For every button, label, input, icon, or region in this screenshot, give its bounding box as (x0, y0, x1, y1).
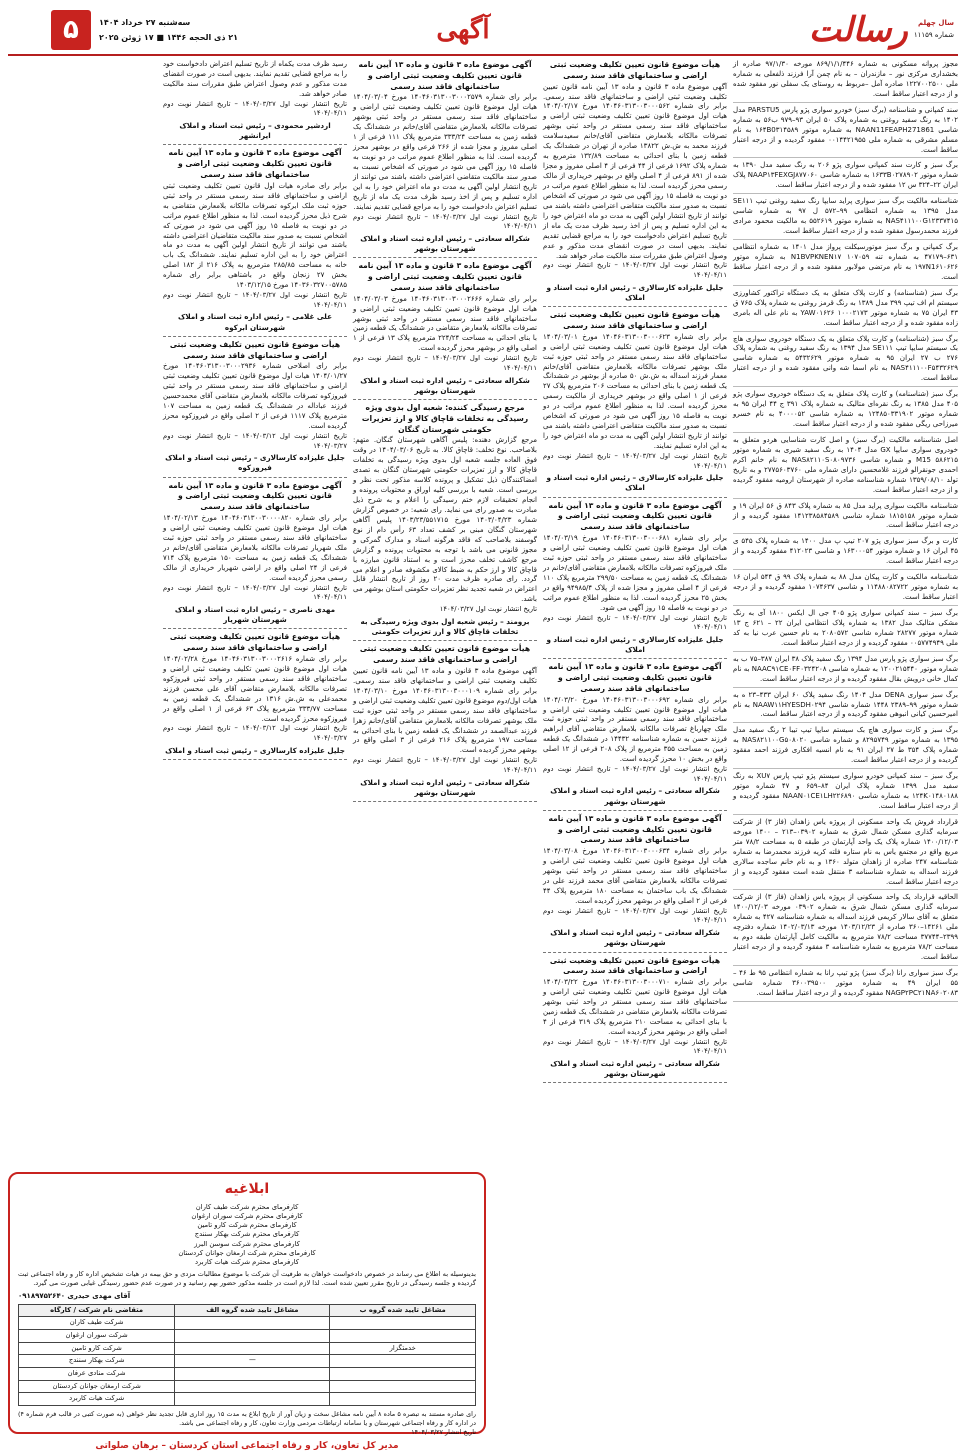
table-row (19, 1317, 476, 1330)
notice-title: هیأت موضوع قانون تعیین تکلیف وضعیت ثبتی اراضی و ساختمانهای فاقد سند رسمی (549, 60, 721, 80)
recipient: کارفرمای محترم شرکت طیف کاران (195, 1202, 299, 1211)
table-header-cell: متقاضی نام شرکت / کارگاه (19, 1304, 175, 1317)
notice-title: مرجع رسیدگی کننده: شعبه اول بدوی ویژه رسیدگی به تخلفات قاچاق کالا و ارز تعزیرات حکومتی شهرستان گنگان (361, 403, 529, 434)
table-cell: شرکت منادی عرفان (19, 1367, 175, 1380)
table-cell (330, 1367, 476, 1380)
notice-dates: تاریخ انتشار نوبت اول ۱۴۰۴/۰۳/۲۷ – تاریخ انتشار نوبت دوم ۱۴۰۴/۰۴/۱۱ (543, 765, 727, 783)
table-cell (330, 1317, 476, 1330)
page-header (8, 6, 958, 56)
page-number: ۵ (51, 10, 91, 50)
notice (163, 340, 347, 478)
column-lost-documents (733, 60, 958, 1436)
notice-body: برابر رای شماره ۱۴۰۴۶۰۳۱۳۰۰۳۰۰۰۲۶۱۶ مورخ ۱۴۰۴/۰۲/۲۸ هیات اول موضوع قانون تعیین تکلیف وضعیت ثبتی اراضی و ساختمانهای فاقد سند رسمی مستقر در واحد ثبتی فیروزکوه تصرفات مالکانه بلامعارض متقاضی آقای علی محسن فرزند محمدعلی به ش.ش ۱۳۱۶ در ششدانگ یک قطعه زمین به مساحت ۳۳۳/۷۷ مترمربع پلاک ۶۳ فرعی از ۱ اصلی واقع در فیروزکوه محرز گردیده است. (163, 654, 348, 723)
notice-title: آگهی موضوع ماده ۳ قانون و ماده ۱۳ آیین نامه قانون تعیین تکلیف وضعیت ثبتی اراضی و ساختمانهای فاقد سند رسمی (548, 500, 722, 532)
notice (543, 501, 727, 660)
table-cell (175, 1367, 330, 1380)
dates (99, 17, 238, 43)
notice-signature: جلیل علیزاده کارسالاری – رئیس ثبت اسناد و املاک فیروزکوه (165, 453, 345, 473)
table-cell: شرکت ارمغان جوانان کردستان (19, 1380, 175, 1393)
notice-signature: جلیل علیزاده کارسالاری – رئیس اداره ثبت اسناد و املاک (546, 282, 724, 302)
notice-body: برابر رای شماره ۱۴۰۴۶۰۳۱۳۰۰۳۰۰۰۲۵۷۹ مورخ ۱۴۰۴/۰۳/۰۴ هیات اول موضوع قانون تعیین تکلیف وضعیت ثبتی اراضی و ساختمانهای فاقد سند رسمی مستقر در واحد ثبتی بوشهر تصرفات مالکانه بلامعارض متقاضی آقای/خانم در ششدانگ یک قطعه زمین به مساحت ۳۳۳/۲۴ مترمربع پلاک ۱۱۱ فرعی از ۱ اصلی مفروز و مجزا شده از ۲۶۶ فرعی واقع در بوشهر محرز گردیده است. لذا به منظور اطلاع عموم مراتب در دو نوبت به فاصله ۱۵ روز آگهی می شود در صورتی که اشخاص نسبت به صدور سند مالکیت متقاضی اعتراضی داشته باشند می توانند از تاریخ انتشار اولین آگهی به مدت دو ماه اعتراض خود را به این اداره تسلیم و پس از اخذ رسید ظرف مدت یک ماه از تاریخ تسلیم اعتراض دادخواست خود را به مراجع قضایی تقدیم نمایند. (353, 93, 538, 211)
notice-title: هیأت موضوع قانون تعیین تکلیف وضعیت ثبتی اراضی و ساختمانهای فاقد سند رسمی (359, 644, 531, 665)
notice-signature: جلیل علیزاده کارسالاری – رئیس ثبت اسناد و املاک (165, 745, 345, 755)
lost-item: شناسنامه مالکیت سواری پراید مدل ۸۵ به شماره پلاک ۸۴۳ ق ۵۶ ایران ۱۹ و شماره موتور ۱۸۱۵۱۵۸ شماره شاسی ۱۴۱۲۳۸۵۸۴۵۸۹ مفقود گردیده و از درجه اعتبار ساقط است. (733, 502, 958, 535)
issue-meta (914, 19, 954, 41)
ablagh-footer: رای صادره مستند به تبصره ۵ ماده ۸ آیین نامه مشاغل سخت و زیان آور از تاریخ ابلاغ به مدت ۱۵ روز اداری قابل تجدید نظر خواهی (به صورت کتبی در قالب فرم شماره ۴) در اداره کار و رفاه اجتماعی شهرستان و یا سامانه ارتباطات مردمی وزارت تعاون، کار و رفاه اجتماعی می باشد. (18, 1409, 476, 1427)
notice (163, 481, 347, 630)
notice-dates: تاریخ انتشار نوبت اول ۱۴۰۴/۰۳/۲۷ – تاریخ انتشار نوبت دوم ۱۴۰۴/۰۴/۱۱ (543, 451, 727, 470)
recipient: کارفرمای محترم شرکت کارو تامین (197, 1221, 297, 1230)
table-cell (330, 1380, 476, 1393)
lost-item: برگ سبز سواری پژو پارس مدل ۱۳۹۴ رنگ سفید پلاک ۳۸ ایران ۳۸۷–۷۵ ب به شماره موتور ۱۲۰۰۲۱۵۴۴۰ به شماره شاسی NAAC۹۱CE۰FF۰۳۲۴۲۰۸ به نام کمال خانی درویش بقال مفقود گردیده و از درجه اعتبار ساقط است. (733, 655, 958, 688)
notice (543, 662, 727, 811)
table-cell (175, 1393, 330, 1406)
table-cell: شرکت سوران ارغوان (19, 1330, 175, 1343)
notice (163, 148, 347, 336)
lost-item: برگ سبز سواری رانا (برگ سبز) پژو تیپ رانا به شماره انتظامی ۹۵ ط ۴۶ – ۵۵ ایران ۴۹ به شماره موتور ۳۶۰۰۳۹۵۰۰ شماره شاسی NAGP۲PC۲۱NA۶۰۲۰۸۳ مفقود گردیده و از درجه اعتبار ساقط است. (733, 969, 958, 1002)
lost-item: برگ سبز و کارت سند کمپانی سواری پژو ۲۰۶ به رنگ سفید مدل ۱۳۹۰ به شماره موتور ۱۶۳۳B۰۲۷۸۹۰۲ به شماره شاسی NAAP۱۳FEXGJ۸۷۷۰۶۰ پلاک ایران ۲۲–۳۲۴ س ۱۲ مفقود شده و از درجه اعتبار ساقط است. (733, 161, 958, 194)
notice-dates: تاریخ انتشار نوبت اول ۱۴۰۴/۰۳/۲۷ – تاریخ انتشار نوبت دوم ۱۴۰۴/۰۴/۱۱ (353, 212, 537, 231)
notice-body: برابر رای شماره ۱۴۰۴۶۰۳۱۳۰۰۳۰۰۰۷۱۰ مورخ ۱۴۰۴/۰۳/۲۲ هیات اول موضوع قانون تعیین تکلیف وضعیت ثبتی اراضی و ساختمانهای فاقد سند رسمی مستقر در واحد ثبتی بوشهر تصرفات مالکانه بلامعارض متقاضی در ششدانگ یک قطعه زمین با بنای احداثی به مساحت ۲۱۰ مترمربع پلاک ۳۱۹ فرعی از ۴ اصلی واقع در بوشهر محرز گردیده است. (543, 978, 728, 1036)
notice-signature: مهدی ناصری – رئیس اداره ثبت اسناد و املاک شهرستان شهریار (174, 604, 336, 625)
notice-dates: تاریخ انتشار نوبت اول ۱۴۰۴/۰۳/۲۷ – تاریخ انتشار نوبت دوم ۱۴۰۴/۰۴/۱۱ (353, 756, 537, 774)
section-title: آگهی (436, 14, 490, 45)
notice (543, 814, 727, 953)
notice-body: برابر رای شماره ۱۴۰۴۶۰۳۱۳۰۰۳۰۰۰۶۳۴ مورخ ۱۴۰۴/۰۳/۰۸ هیات اول موضوع قانون تعیین تکلیف وضعیت ثبتی اراضی و ساختمانهای فاقد سند رسمی مستقر در واحد ثبتی بوشهر تصرفات مالکانه بلامعارض متقاضی آقای محمد فرزند علی در ششدانگ یک باب ساختمان به مساحت ۱۸۰ مترمربع پلاک ۴۴ فرعی از ۲ اصلی واقع در بوشهر محرز گردیده است. (543, 847, 728, 905)
ablagh-phone: آقای مهدی حیدری ۰۹۱۸۹۷۵۲۶۴۰ (18, 1291, 131, 1300)
notice (353, 403, 537, 641)
notice-body: برابر رای شماره ۱۴۰۴۶۰۳۱۳۰۰۳۰۰۰۲۶۶۶ مورخ ۱۴۰۴/۰۳/۰۳ هیات اول موضوع قانون تعیین تکلیف وضعیت ثبتی اراضی و ساختمانهای فاقد سند رسمی مستقر در واحد ثبتی بوشهر تصرفات مالکانه بلامعارض متقاضی در ششدانگ یک قطعه زمین با بنای احداثی به مساحت ۲۲۴/۲۴ مترمربع پلاک ۱۳ فرعی از ۱ اصلی واقع در بوشهر محرز گردیده است. (353, 294, 538, 353)
lost-item: برگ سبز (شناسنامه) و کارت پلاک متعلق به یک دستگاه خودروی سواری هاچ بک سیستم سایپا تیپ SE۱۱۱ مدل ۱۳۹۴ به رنگ سفید روغنی به شماره پلاک ۲۷۶ ب ۲۷ ایران ۹۵ به شماره موتور ۵۴۳۲۶۲۹ به شماره شاسی NAS۴۱۱۱۰۰F۵۴۳۲۶۲۹ به نام اسما شه وانی مفقود شده و از درجه اعتبار ساقط است. (733, 335, 958, 388)
table-cell (330, 1330, 476, 1343)
table-row (19, 1355, 476, 1368)
notice-signature: شکراله سعادتی – رئیس اداره ثبت اسناد و املاک شهرستان بوشهر (550, 786, 720, 806)
notice-signature: جلیل علیزاده کارسالاری – رئیس اداره ثبت اسناد و املاک (546, 634, 724, 655)
notice-title: آگهی موضوع ماده ۳ قانون و ماده ۱۳ آیین نامه قانون تعیین تکلیف وضعیت ثبتی اراضی و ساختمانهای فاقد سند رسمی (168, 480, 342, 512)
table-cell (175, 1342, 330, 1355)
table-cell: خدمتگزار (330, 1342, 476, 1355)
newspaper-logo: رسالت (808, 10, 908, 50)
ablagh-dates: تاریخ انتشار ۱۴۰۴/۰۳/۲۷ (411, 1428, 476, 1437)
table-cell (175, 1317, 330, 1330)
ablagh-title: ابلاغیه (224, 1181, 270, 1197)
table-row (19, 1342, 476, 1355)
notice-body: برابر رای اصلاحی شماره ۱۴۰۴۶۰۳۱۳۰۰۳۰۰۰۲۹۳۶ مورخ ۱۴۰۴/۰۱/۲۷ هیات اول موضوع قانون تعیین تکلیف وضعیت ثبتی اراضی و ساختمانهای فاقد سند رسمی مستقر در واحد ثبتی فیروزکوه تصرفات مالکانه بلامعارض متقاضی آقای محمدحسین فرزند عباداله در ششدانگ یک قطعه زمین به مساحت ۱۰۷ مترمربع پلاک ۱۱۱۷ فرعی از ۲ اصلی واقع در فیروزکوه محرز گردیده است. (163, 362, 347, 431)
lost-item: برگ کمپانی و برگ سبز موتورسیکلت پرواز مدل ۱۴۰۱ به شماره انتظامی ۶۳۱–۴۷۱۷۹ به شماره تنه ۱۰۷۰۵۹ N1BVPKNEN۱۷ به شماره موتور ۱۹۷N1۶۱۰۶۲۶ به نام مرتضی مولابور مفقود شده و از درجه اعتبار ساقط است. (733, 243, 958, 286)
header-center (238, 6, 688, 54)
notice-dates: تاریخ انتشار نوبت اول ۱۴۰۴/۰۳/۲۷ (439, 605, 537, 614)
lost-item: کارت و برگ سبز سواری پژو ۲۰۷ تیپ پ مدل ۱۴۰۰ به شماره پلاک ۵۴۵ ی ۴۵ ایران ۱۶ و شماره موتور ۱۶۳۰۰۰۵۴ و شاسی ۴۱۲۰۲۳ مفقود گردیده و از درجه اعتبار ساقط است. (733, 537, 958, 570)
lost-item: قرارداد فروش یک واحد مسکونی از پروژه یاس زاهدان (فاز ۳) از شرکت سرمایه گذاری مسکن شمال شرق به شماره ۰۳۹۰۲–۲۱۳ – ۱۴۰۰ مورخه ۱۴۰۰/۱۲/۰۳ شماره پلاک یک واحد آپارتمان در طبقه ۵ به مساحت ۷۸/۲ متر مربع واقع در مجتمع یاس به نام ستاره فلته کریه فرزند محمدرضا به شماره شناسنامه ۲۴۷ صادره از زاهدان متولد ۱۳۶۰ و به نام خانم ساجده سالاری فرزند اسداله به شماره شناسنامه ۳ منتقل شده است مفقود گردیده و از درجه اعتبار ساقط است. (733, 818, 958, 891)
table-header-cell: مشاغل تایید شده گروه ب (330, 1304, 476, 1317)
recipient: کارفرمای محترم شرکت هیات کاربرد (194, 1257, 300, 1266)
table-body (19, 1317, 476, 1405)
notice-dates: تاریخ انتشار نوبت اول ۱۴۰۴/۰۳/۲۷ – تاریخ انتشار نوبت دوم ۱۴۰۴/۰۴/۱۱ (543, 1037, 727, 1056)
recipient: کارفرمای محترم شرکت سوسن البرز (194, 1239, 300, 1248)
lost-item: برگ سبز – سند کمپانی سواری پژو ۴۰۵ جی ال ایکس ۱۸۰۰ آی به رنگ مشکی متالیک مدل ۱۳۸۲ به شماره پلاک انتظامی ایران ۲۲ – ۶۲۱ ج ۱۳ شماره موتور ۲۸۲۷۷ شماره شاسی ۲۰۸۰۵۷۲ به نام حسین عرب نیا به کد ملی ۰۰۵۷۷۴۹۴۹ مفقود گردیده و از درجه اعتبار ساقط است. (733, 609, 958, 652)
lost-item: برگ سبز (شناسنامه) و کارت پلاک متعلق به یک دستگاه خودروی سواری پژو ۴۰۵ مدل ۱۳۸۵ به رنگ نقره‌ای متالیک به شماره پلاک ۳۹۱ ج ۴۴ ایران ۹۵ به شماره موتور ۱۲۴۸۵۰۳۳۱۹۰۲ به شماره شاسی ۴۰۰۰۰۵۲ به نام خسرو میرزاحی ریگی مفقود شده و از درجه اعتبار ساقط است. (733, 390, 958, 433)
notice-body: مرجع گزارش دهنده: پلیس آگاهی شهرستان گنگان. متهم: بلاصاحب. نوع تخلف: قاچاق کالا. به تاریخ ۱۴۰۴/۰۳/۰۶ در وقت فوق العاده جلسه شعبه اول بدوی ویژه رسیدگی به تخلفات قاچاق کالا و ارز تعزیرات حکومتی شهرستان گنگان به تصدی امضاکنندگان ذیل تشکیل و پرونده کلاسه مذکور تحت نظر و بررسی است. شعبه با بررسی کلیه اوراق و محتویات پرونده و انجام تحقیقات لازم ختم رسیدگی را اعلام و به شرح ذیل مبادرت به صدور رای می نماید. رای شعبه: در خصوص گزارش شماره ۱۴۰۳/۰۴/۲۳ مورخ ۱۴۰۳/۲۳/۵۵۱۷۱۵ پلیس آگاهی شهرستان گنگان مبنی بر کشف تعداد ۶۳ رأس دام از نوع گوسفند بلاصاحب که فاقد هرگونه اسناد و مدارک گمرکی و مجوز قانونی می باشد با توجه به محتویات پرونده و گزارش مرجع کاشف تخلف محرز است و به استناد قانون مبارزه با قاچاق کالا و ارز حکم به ضبط کالای مکشوفه صادر و اعلام می گردد. رای صادره ظرف مدت ۲۰ روز از تاریخ انتشار قابل اعتراض در شعبه تجدید نظر تعزیرات حکومتی استان بوشهر می باشد. (353, 436, 538, 604)
notice (353, 644, 537, 802)
notice-signature: جلیل علیزاده کارسالاری – رئیس اداره ثبت اسناد و املاک (546, 473, 724, 493)
table-cell (175, 1330, 330, 1343)
lost-item: برگ سبز – سند کمپانی خودرو سواری سیستم پژو تیپ پارس XU۷ به رنگ سفید مدل ۱۳۹۹ شماره پلاک ایران ۸۴–۶۵۹ و ۴۷ شماره موتور ۱۲۴K۰۱۴۸۰۱۸۸ به شماره شاسی NAAN۰۱CE۱LH۲۲۶۸۹۰ مفقود گردیده و از درجه اعتبار ساقط است. (733, 772, 958, 815)
issue-label: شماره ۱۱۱۵۹ (913, 31, 954, 39)
table-header-row (19, 1304, 476, 1317)
notice-signature: شکراله سعادتی – رئیس اداره ثبت اسناد و املاک شهرستان بوشهر (360, 375, 530, 395)
notice-title: آگهی موضوع ماده ۳ قانون و ماده ۱۳ آیین نامه قانون تعیین تکلیف وضعیت ثبتی اراضی و ساختمانهای فاقد سند رسمی (548, 662, 722, 693)
notice-signature: شکراله سعادتی – رئیس اداره ثبت اسناد و املاک شهرستان بوشهر (550, 928, 720, 948)
notice-dates: تاریخ انتشار نوبت اول ۱۴۰۴/۰۳/۲۷ – تاریخ انتشار نوبت دوم ۱۴۰۴/۰۴/۱۱ (543, 261, 727, 280)
notice-body: آگهی موضوع ماده ۳ قانون و ماده ۱۳ آیین نامه قانون تعیین تکلیف وضعیت ثبتی اراضی و ساختمانهای فاقد سند رسمی. برابر رای شماره ۱۴۰۴۶۰۳۱۳۰۰۳۰۰۰۱۰۹ مورخ ۱۴۰۴/۰۳/۱۰ هیات اول/دوم موضوع قانون تعیین تکلیف وضعیت ثبتی اراضی و ساختمانهای فاقد سند رسمی مستقر در واحد ثبتی حوزه ثبت ملک بوشهر تصرفات مالکانه بلامعارض متقاضی آقای/خانم زهرا فرزند عبدالصمد در ششدانگ یک قطعه زمین با بنای احداثی به مساحت ۱۹۷ مترمربع پلاک ۲۱۶ فرعی از ۳ اصلی واقع در بوشهر محرز گردیده است. (353, 666, 538, 755)
notice-signature: شکراله سعادتی – رئیس اداره ثبت اسناد و املاک شهرستان بوشهر (360, 777, 530, 797)
notice-title: آگهی موضوع ماده ۳ قانون و ماده ۱۳ آیین نامه قانون تعیین تکلیف وضعیت ثبتی اراضی و ساختمانهای فاقد سند رسمی (358, 261, 532, 292)
table-cell: شرکت طیف کاران (19, 1317, 175, 1330)
notice-dates: تاریخ انتشار نوبت اول ۱۴۰۴/۰۳/۱۲ – تاریخ انتشار نوبت دوم ۱۴۰۴/۰۳/۲۷ (163, 724, 347, 743)
notice-body: برابر رای شماره ۱۴۰۴۶۰۳۱۳۰۰۳۰۰۰۶۲۳ مورخ ۱۴۰۴/۰۳/۰۱ هیات اول موضوع قانون تعیین تکلیف وضعیت ثبتی اراضی و ساختمانهای فاقد سند رسمی مستقر در واحد ثبتی حوزه ثبت ملک بوشهر تصرفات مالکانه بلامعارض متقاضی آقای/خانم معمار فرزند اسداله به ش.ش ۵۰ صادره از بوشهر در ششدانگ یک قطعه زمین با بنای احداثی به مساحت ۲۰۶ مترمربع پلاک ۲۷ فرعی از ۱ اصلی واقع در بوشهر خریداری از مالکیت رسمی محرز گردیده است. لذا به منظور اطلاع عموم مراتب در دو نوبت به فاصله ۱۵ روز آگهی می شود در صورتی که اشخاص نسبت به صدور سند مالکیت متقاضی اعتراضی داشته باشند می توانند از تاریخ انتشار اولین آگهی به مدت دو ماه اعتراض خود را به این اداره تسلیم نمایند. (543, 332, 728, 451)
notice-body: آگهی موضوع ماده ۳ قانون و ماده ۱۳ آیین نامه قانون تعیین تکلیف وضعیت ثبتی اراضی و ساختمانهای فاقد سند رسمی. برابر رای شماره ۱۴۰۴۶۰۳۱۳۰۰۳۰۰۰۵۶۲ مورخ ۱۴۰۴/۰۲/۱۷ هیات اول موضوع قانون تعیین تکلیف وضعیت ثبتی اراضی و ساختمانهای فاقد سند رسمی مستقر در واحد ثبتی بوشهر تصرفات مالکانه بلامعارض متقاضی آقای/خانم سعیدسلامت فرزند محمد به ش.ش ۱۳۸۲۲ صادره از تهران در ششدانگ یک قطعه زمین با بنای احداثی به مساحت ۱۳۲/۸۹ مترمربع به شماره پلاک ۱۶۹۲ فرعی از ۴۴ فرعی از ۴ اصلی مفروز و مجزا شده از ۸۹۱ فرعی از ۴ اصلی واقع در بوشهر خریداری از مالک رسمی محرز گردیده است. لذا به منظور اطلاع عموم مراتب در دو نوبت به فاصله ۱۵ روز آگهی می شود در صورتی که اشخاص نسبت به صدور سند مالکیت متقاضی اعتراضی داشته باشند می توانند از تاریخ انتشار اولین آگهی به مدت دو ماه اعتراض خود را به این اداره تسلیم و پس از اخذ رسید ظرف مدت یک ماه از تاریخ تسلیم اعتراض دادخواست خود را به مراجع قضایی تقدیم نمایند. بدیهی است در صورت انقضای مدت مذکور و عدم وصول اعتراض طبق مقررات سند مالکیت صادر خواهد شد. (543, 82, 728, 260)
ablagh-signature: مدیر کل تعاون، کار و رفاه اجتماعی استان کردستان – برهان صلواتی (95, 1441, 399, 1452)
notice-signature: علی غلامی – رئیس اداره ثبت اسناد و املاک شهرستان ابرکوه (177, 312, 333, 332)
table-cell: شرکت بهکار سنندج (19, 1355, 175, 1368)
lost-item: برگ سبز سواری DENA مدل ۱۴۰۴ رنگ سفید پلاک ۶۰ ایران ۴۳۳–۲۳ ه به شماره موتور ۹۹–۲۳۸۹ ۱۴۴۸ شماره شاسی NAAW۱۱HYESDH۰۲۹۴ به نام امیرحسین کیانی انبوهی مفقود گردیده و از درجه اعتبار ساقط است. (733, 691, 958, 724)
date-fa: سه‌شنبه ۲۷ خرداد ۱۴۰۴ (98, 18, 191, 28)
date-other: ۲۱ ذی الحجه ۱۴۴۶ ■ ۱۷ ژوئن ۲۰۲۵ (98, 32, 238, 42)
notice-signature: برومند – رئیس شعبه اول بدوی ویژه رسیدگی به تخلفات قاچاق کالا و ارز تعزیرات حکومتی (360, 616, 530, 637)
notice (163, 632, 347, 760)
table-cell (330, 1393, 476, 1406)
notice-dates: تاریخ انتشار نوبت اول ۱۴۰۴/۰۳/۲۷ – تاریخ انتشار نوبت دوم ۱۴۰۴/۰۴/۱۱ (163, 583, 347, 602)
notice-title: آگهی موضوع ماده ۳ قانون و ماده ۱۳ آیین نامه قانون تعیین تکلیف وضعیت ثبتی اراضی و ساختمانهای فاقد سند رسمی (358, 60, 532, 91)
year-label: سال چهلم (917, 19, 954, 28)
lost-item: برگ سبز و کارت سواری هاچ بک سیستم سایپا تیپ تیبا ۲ رنگ سفید مدل ۱۳۹۵ به شماره موتور ۸۲۹۵۷۴۹ و شماره شاسی NAS۸۲۱۱۰۰G۵۰۸۰۲۰ به شماره پلاک ۳۵۴ ط ۲۷ ایران ۹۱ به نام انسیه افکاری فرزند احمد مفقود گردیده و از درجه اعتبار ساقط است. (733, 726, 958, 769)
lost-item: الحاقیه قرارداد یک واحد مسکونی از پروژه یاس زاهدان (فاز ۳) از شرکت سرمایه گذاری مسکن شمال شرق به شماره ۰۳۹۰۲ مورخه ۱۴۰۰/۱۲/۰۳ متعلق به آقای سالار کریمی فرزند اسداله به شماره شناسنامه ۴۲۷ به شماره ملی ۱۴۲۶۱–۳۶۰ صادره از ۱۴۰۳/۱۲/۲۳ مورخه ۱۴۰۲/۰۳/۱۳ شماره دفترچه ۲۳۹۹–۳۷۷۴۴ مساحت ۷۸/۲ مترمربع به مالکیت کامل آپارتمان طبقه دوم به مساحت ۷۸/۲ مترمربع به شماره شناسنامه ۳ مفقود گردیده و از درجه اعتبار ساقط است. (733, 893, 958, 966)
lost-item: برگ سبز (شناسنامه) و کارت پلاک متعلق به یک دستگاه تراکتور کشاورزی سیستم ام اف تیپ ۳۹۹ مدل ۱۳۸۹ به رنگ قرمز روغنی به شماره پلاک ۷۶۵ ق ۴۳ ایران ۷۵ به شماره موتور ۱۰۰۰۲۱۷۳ YAW۰۱۶۲۶ به نام علی اله بامری زاده مفقود شده و از درجه اعتبار ساقط است. (733, 289, 958, 332)
lost-item: شناسنامه مالکیت و کارت پیکان مدل ۸۸ به شماره پلاک ۹۹ ق ۵۴۴ ایران ۱۶ به شماره موتور ۱۱۴۸۸۰۸۲۷۲۲ و شاسی ۱۰۷۴۶۳۷ مفقود گردیده و از درجه اعتبار ساقط است. (733, 573, 958, 606)
date-block (8, 6, 238, 54)
recipient: کارفرمای محترم شرکت بهکار سنندج (194, 1230, 300, 1239)
recipient: کارفرمای محترم شرکت سوران ارغوان (191, 1212, 303, 1221)
notice-dates: تاریخ انتشار نوبت اول ۱۴۰۴/۰۳/۲۷ – تاریخ انتشار نوبت دوم ۱۴۰۴/۰۴/۱۱ (163, 99, 347, 118)
notice (543, 956, 727, 1084)
notice-title: آگهی موضوع ماده ۳ قانون و ماده ۱۳ آیین نامه قانون تعیین تکلیف وضعیت ثبتی اراضی و ساختمانهای فاقد سند رسمی (168, 148, 342, 180)
table-header-cell: مشاغل تایید شده گروه الف (175, 1304, 330, 1317)
notice-title: آگهی موضوع ماده ۳ قانون و ماده ۱۳ آیین نامه قانون تعیین تکلیف وضعیت ثبتی اراضی و ساختمانهای فاقد سند رسمی (548, 813, 722, 845)
lost-item: سند کمپانی و شناسنامه (برگ سبز) خودرو سواری پژو پارس PARSTU5 مدل ۱۴۰۲ به رنگ سفید روغنی به شماره پلاک ۵۰ ایران ۹۳–۹۷۹ ب۵۶ به شماره شاسی NAAN11FEAPH271861 به شماره موتور ۱۶۴B0۳۱۴۵۸۹ به نام مسلم مشرقی به شماره ملی ۰۰۱۴۴۲۱۹۵۵ مفقود گردیده و از درجه اعتبار ساقط است. (733, 106, 958, 159)
notice-body: برابر رای شماره ۱۴۰۴۶۰۳۱۳۰۰۳۰۰۰۰۸۲۰ مورخ ۱۴۰۴/۰۲/۱۳ هیات اول موضوع قانون تعیین تکلیف وضعیت ثبتی اراضی و ساختمانهای فاقد سند رسمی مستقر در واحد ثبتی حوزه ثبت ملک شهریار تصرفات مالکانه بلامعارض متقاضی آقای/خانم در ششدانگ یک قطعه زمین به مساحت ۱۵۰ مترمربع پلاک ۷۱۴ فرعی از ۲۴ اصلی واقع در اراضی شهریار خریداری از مالک رسمی محرز گردیده است. (163, 514, 348, 582)
ablagh-box (8, 1172, 486, 1452)
notice-body: رسید ظرف مدت یکماه از تاریخ تسلیم اعتراض دادخواست خود را به مراجع قضایی تقدیم نمایند. بدیهی است در صورت انقضای مدت مذکور و عدم وصول اعتراض طبق مقررات سند مالکیت صادر خواهد شد. (163, 60, 347, 98)
notice-signature: اردشیر محمودی – رئیس ثبت اسناد و املاک ایرانشهر (179, 121, 331, 141)
table-cell: شرکت کارو تامین (19, 1342, 175, 1355)
table-row (19, 1330, 476, 1343)
ablagh-recipients (18, 1203, 476, 1267)
notice-dates: تاریخ انتشار نوبت اول ۱۴۰۴/۰۳/۲۷ – تاریخ انتشار نوبت دوم ۱۴۰۴/۰۴/۱۱ (543, 613, 727, 632)
notice-body: برابر رای شماره ۱۴۰۴۶۰۳۱۳۰۰۳۰۰۰۶۸۱ مورخ ۱۴۰۴/۰۳/۱۹ هیات اول موضوع قانون تعیین تکلیف وضعیت ثبتی اراضی و ساختمانهای فاقد سند رسمی مستقر در واحد ثبتی حوزه ثبت ملک فیروزکوه تصرفات مالکانه بلامعارض متقاضی آقای/خانم در ششدانگ یک قطعه زمین به مساحت ۲۹۹/۵۰ مترمربع پلاک ۱۱۰ فرعی از ۴ اصلی مفروز و مجزا شده از پلاک ۹۴۹۸۵/۴ واقع در بخش ۲۵ محرز گردیده است. لذا به منظور اطلاع عموم مراتب در دو نوبت به فاصله ۱۵ روز آگهی می شود. (543, 534, 728, 612)
table-row (19, 1393, 476, 1406)
ablagh-table (18, 1304, 476, 1406)
notice (353, 60, 537, 258)
notice (543, 60, 727, 307)
table-cell (175, 1380, 330, 1393)
table-row (19, 1380, 476, 1393)
notice-signature: شکراله سعادتی – رئیس اداره ثبت اسناد و املاک شهرستان بوشهر (550, 1059, 720, 1079)
lost-item: شناسنامه مالکیت برگ سبز سواری پراید سایپا رنگ سفید روغنی تیپ SE۱۱۱ مدل ۱۳۹۵ به شماره انتظامی ۹۹–۵۷۲ ل ۹۷ به شماره شاسی NAS۴۱۱۱۰۰G۱۲۳۳۷۴۱۵ به شماره موتور ۵۵۲۶۱۹ به مالکیت محمود مرادی فرزند محمدرسول مفقود شده و از درجه اعتبار ساقط است. (733, 197, 958, 240)
table-cell (330, 1355, 476, 1368)
notice-dates: تاریخ انتشار نوبت اول ۱۴۰۴/۰۳/۲۷ – تاریخ انتشار نوبت دوم ۱۴۰۴/۰۴/۱۱ (163, 291, 347, 309)
notice-title: هیأت موضوع قانون تعیین تکلیف وضعیت ثبتی اراضی و ساختمانهای فاقد سند رسمی (549, 955, 721, 976)
masthead (688, 6, 958, 54)
column-registration-notices-1 (543, 60, 727, 1436)
table-cell: شرکت هیات کاربرد (19, 1393, 175, 1406)
lost-item: اصل شناسنامه مالکیت (برگ سبز) و اصل کارت شناسایی هردو متعلق به خودروی سواری سایپا GX مدل ۱۴۰۴ به رنگ سفید شیری به شماره موتور ۵۸۶۲۱۵ M15 و شماره شاسی NAS۸۲۱۱۰S۰۸۰۹۷۳۶ به نام خانم اکرم احمدی جونقرالو فرزند غلامحسین دارای شماره ملی ۲۷۷۵۶۰۳۷۶۰ و به تاریخ تولد ۱۳۵۹/۰۸/۱۰ شماره شناسنامه صادره از شهرستان ارومیه مفقود گردیده و از درجه اعتبار ساقط است. (733, 436, 958, 499)
table-row (19, 1367, 476, 1380)
notice-dates: تاریخ انتشار نوبت اول ۱۴۰۴/۰۳/۱۲ – تاریخ انتشار نوبت دوم ۱۴۰۴/۰۳/۲۷ (163, 431, 347, 450)
lost-item: مجوز پروانه مسکونی به شماره ۸۶۹/۱/۱/۴۴۶ مورخه ۹۷/۱/۳۰ صادره از بخشداری مرکزی نور – مازندران – به نام چمن آرا فرزند ذلفعلی به شماره ملی ۱۲۲۷۰۰۲۵۰۰ صادره آمل –مربوط به روستای یک سفلی نور مفقود شده و از درجه اعتبار ساقط است. (733, 60, 958, 103)
notice (163, 60, 347, 145)
notice-body: برابر رای صادره هیات اول قانون تعیین تکلیف وضعیت ثبتی اراضی و ساختمانهای فاقد سند رسمی مستقر در واحد ثبتی حوزه ثبت ملک ابرکوه تصرفات مالکانه بلامعارض متقاضی به شرح ذیل محرز گردیده است. لذا به منظور اطلاع عموم مراتب در دو نوبت به فاصله ۱۵ روز آگهی می شود در صورتی که اشخاص نسبت به صدور سند مالکیت متقاضیان اعتراضی داشته باشند می توانند از تاریخ انتشار اولین آگهی به مدت دو ماه اعتراض خود را به این اداره تسلیم نمایند. ششدانگ یک باب خانه به مساحت ۲۸۵/۸۵ مترمربع به پلاک ۲۱۶ از ۱۸۲ اصلی بخش ۲۷ زنجان واقع در باشتاهی برابر رای شماره ۱۴۰۳۶۰۳۲۷۰۰۵۷۸۵ مورخ ۱۴۰۳/۱۲/۱۵ (163, 181, 347, 290)
notice-body: برابر رای شماره ۱۴۰۴۶۰۳۱۳۰۰۳۰۰۰۶۹۲ مورخ ۱۴۰۴/۰۳/۲۰ هیات اول موضوع قانون تعیین تکلیف وضعیت ثبتی اراضی و ساختمانهای فاقد سند رسمی مستقر در واحد ثبتی حوزه ثبت ملک چهارباغ تصرفات مالکانه بلامعارض متقاضی آقای ابراهیم فرزند حسن به شماره شناسنامه ۱۴۴۳۲ در ششدانگ یک قطعه زمین به مساحت ۳۵۵ مترمربع از پلاک ۲۰۸ فرعی از ۱۲ اصلی واقع در بخش ۱۰ محرز گردیده است. (543, 695, 728, 764)
recipient: کارفرمای محترم شرکت ارمغان جوانان کردستان (178, 1248, 316, 1257)
notice-dates: تاریخ انتشار نوبت اول ۱۴۰۴/۰۳/۲۷ – تاریخ انتشار نوبت دوم ۱۴۰۴/۰۴/۱۱ (353, 354, 537, 372)
notice-title: هیأت موضوع قانون تعیین تکلیف وضعیت ثبتی اراضی و ساختمانهای فاقد سند رسمی (169, 339, 341, 360)
notice-title: هیأت موضوع قانون تعیین تکلیف وضعیت ثبتی اراضی و ساختمانهای فاقد سند رسمی (169, 632, 341, 653)
notice-signature: شکراله سعادتی – رئیس اداره ثبت اسناد و املاک شهرستان بوشهر (360, 233, 530, 254)
notice-title: هیأت موضوع قانون تعیین تکلیف وضعیت ثبتی اراضی و ساختمانهای فاقد سند رسمی (549, 310, 721, 330)
notice (353, 261, 537, 400)
table-cell: — (175, 1355, 330, 1368)
notice-dates: تاریخ انتشار نوبت اول ۱۴۰۴/۰۳/۲۷ – تاریخ انتشار نوبت دوم ۱۴۰۴/۰۴/۱۱ (543, 906, 727, 925)
ablagh-text: بدینوسیله به اطلاع می رساند در خصوص دادخواست خواهان به طرفیت آن شرکت با موضوع مطالبات مزدی و حق بیمه در هیات تشخیص اداره کار و رفاه اجتماعی ثبت گردیده و جلسه رسیدگی در تاریخ مقرر تعیین شده است. لذا لازم است در جلسه مذکور حضور بهم رسانید و در صورت عدم حضور رسیدگی غیابی صورت می گیرد. (18, 1270, 476, 1288)
notice (543, 310, 727, 498)
